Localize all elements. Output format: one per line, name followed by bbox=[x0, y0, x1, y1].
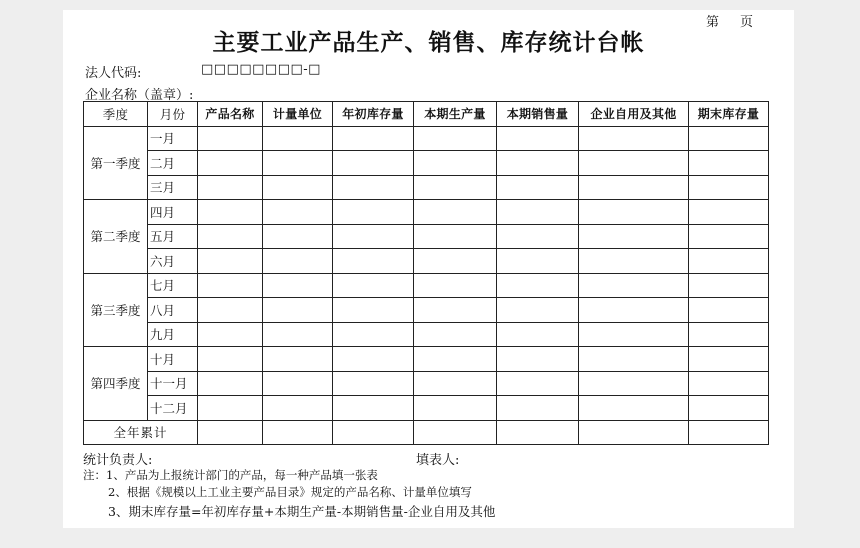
entry-cell[interactable] bbox=[333, 371, 414, 396]
entry-cell[interactable] bbox=[263, 224, 333, 249]
entry-cell[interactable] bbox=[497, 126, 579, 151]
document-title: 主要工业产品生产、销售、库存统计台帐 bbox=[212, 29, 645, 56]
legal-code-boxes[interactable]: □□□□□□□□-□ bbox=[201, 62, 321, 77]
entry-cell[interactable] bbox=[689, 371, 769, 396]
entry-cell[interactable] bbox=[497, 200, 579, 225]
entry-cell[interactable] bbox=[333, 347, 414, 372]
entry-cell[interactable] bbox=[689, 347, 769, 372]
entry-cell[interactable] bbox=[198, 126, 263, 151]
entry-cell[interactable] bbox=[414, 371, 497, 396]
entry-cell[interactable] bbox=[414, 298, 497, 323]
entry-cell[interactable] bbox=[263, 175, 333, 200]
annual-total-row bbox=[84, 420, 769, 445]
entry-cell[interactable] bbox=[497, 273, 579, 298]
entry-cell[interactable] bbox=[414, 322, 497, 347]
header-closing-stock: 期末库存量 bbox=[689, 102, 769, 127]
month-cell: 十二月 bbox=[148, 396, 198, 421]
entry-cell[interactable] bbox=[497, 347, 579, 372]
entry-cell[interactable] bbox=[333, 200, 414, 225]
table-row bbox=[84, 151, 769, 176]
legal-code-label: 法人代码: bbox=[85, 66, 142, 81]
entry-cell[interactable] bbox=[497, 420, 579, 445]
header-month: 月份 bbox=[148, 102, 198, 127]
entry-cell[interactable] bbox=[414, 396, 497, 421]
company-name-label: 企业名称（盖章）: bbox=[85, 88, 194, 103]
month-cell: 六月 bbox=[148, 249, 198, 274]
entry-cell[interactable] bbox=[579, 371, 689, 396]
entry-cell[interactable] bbox=[497, 249, 579, 274]
quarter-cell: 第一季度 bbox=[84, 126, 148, 200]
entry-cell[interactable] bbox=[198, 249, 263, 274]
month-cell: 九月 bbox=[148, 322, 198, 347]
entry-cell[interactable] bbox=[333, 396, 414, 421]
table-row bbox=[84, 224, 769, 249]
entry-cell[interactable] bbox=[689, 322, 769, 347]
entry-cell[interactable] bbox=[263, 396, 333, 421]
entry-cell[interactable] bbox=[198, 371, 263, 396]
table-row bbox=[84, 371, 769, 396]
entry-cell[interactable] bbox=[689, 126, 769, 151]
entry-cell[interactable] bbox=[689, 273, 769, 298]
entry-cell[interactable] bbox=[414, 249, 497, 274]
entry-cell[interactable] bbox=[263, 273, 333, 298]
header-row bbox=[84, 102, 769, 127]
entry-cell[interactable] bbox=[414, 347, 497, 372]
entry-cell[interactable] bbox=[689, 420, 769, 445]
month-cell: 一月 bbox=[148, 126, 198, 151]
month-cell: 五月 bbox=[148, 224, 198, 249]
entry-cell[interactable] bbox=[198, 396, 263, 421]
header-production: 本期生产量 bbox=[414, 102, 497, 127]
filler-label: 填表人: bbox=[416, 453, 460, 468]
entry-cell[interactable] bbox=[198, 151, 263, 176]
entry-cell[interactable] bbox=[263, 151, 333, 176]
entry-cell[interactable] bbox=[579, 420, 689, 445]
entry-cell[interactable] bbox=[263, 126, 333, 151]
entry-cell[interactable] bbox=[414, 175, 497, 200]
entry-cell[interactable] bbox=[579, 249, 689, 274]
entry-cell[interactable] bbox=[579, 347, 689, 372]
quarter-cell: 第二季度 bbox=[84, 200, 148, 274]
month-cell: 十一月 bbox=[148, 371, 198, 396]
entry-cell[interactable] bbox=[198, 420, 263, 445]
entry-cell[interactable] bbox=[263, 200, 333, 225]
entry-cell[interactable] bbox=[333, 175, 414, 200]
table-row bbox=[84, 298, 769, 323]
entry-cell[interactable] bbox=[689, 151, 769, 176]
entry-cell[interactable] bbox=[689, 175, 769, 200]
entry-cell[interactable] bbox=[579, 224, 689, 249]
ledger-table bbox=[83, 101, 769, 445]
entry-cell[interactable] bbox=[579, 175, 689, 200]
page-label-left: 第 bbox=[706, 15, 721, 30]
header-self-use: 企业自用及其他 bbox=[579, 102, 689, 127]
signers-row bbox=[83, 449, 768, 468]
annual-total-label: 全年累计 bbox=[84, 420, 198, 445]
entry-cell[interactable] bbox=[579, 273, 689, 298]
entry-cell[interactable] bbox=[333, 249, 414, 274]
entry-cell[interactable] bbox=[333, 273, 414, 298]
entry-cell[interactable] bbox=[579, 151, 689, 176]
entry-cell[interactable] bbox=[263, 371, 333, 396]
note-1: 注：1、产品为上报统计部门的产品，每一种产品填一张表 bbox=[83, 468, 378, 482]
entry-cell[interactable] bbox=[414, 200, 497, 225]
table-row bbox=[84, 347, 769, 372]
entry-cell[interactable] bbox=[579, 298, 689, 323]
table-row bbox=[84, 249, 769, 274]
table-row bbox=[84, 396, 769, 421]
month-cell: 四月 bbox=[148, 200, 198, 225]
entry-cell[interactable] bbox=[263, 420, 333, 445]
entry-cell[interactable] bbox=[414, 273, 497, 298]
month-cell: 八月 bbox=[148, 298, 198, 323]
entry-cell[interactable] bbox=[333, 322, 414, 347]
month-cell: 二月 bbox=[148, 151, 198, 176]
entry-cell[interactable] bbox=[689, 298, 769, 323]
month-cell: 三月 bbox=[148, 175, 198, 200]
entry-cell[interactable] bbox=[263, 298, 333, 323]
entry-cell[interactable] bbox=[414, 420, 497, 445]
header-quarter: 季度 bbox=[84, 102, 148, 127]
entry-cell[interactable] bbox=[263, 347, 333, 372]
entry-cell[interactable] bbox=[414, 224, 497, 249]
table-row bbox=[84, 322, 769, 347]
entry-cell[interactable] bbox=[579, 126, 689, 151]
entry-cell[interactable] bbox=[333, 420, 414, 445]
entry-cell[interactable] bbox=[497, 151, 579, 176]
entry-cell[interactable] bbox=[198, 322, 263, 347]
table-row bbox=[84, 175, 769, 200]
entry-cell[interactable] bbox=[198, 273, 263, 298]
month-cell: 十月 bbox=[148, 347, 198, 372]
entry-cell[interactable] bbox=[497, 224, 579, 249]
entry-cell[interactable] bbox=[497, 322, 579, 347]
note-3: 3、期末库存量=年初库存量+本期生产量-本期销售量-企业自用及其他 bbox=[108, 504, 496, 519]
note-2: 2、根据《规模以上工业主要产品目录》规定的产品名称、计量单位填写 bbox=[108, 485, 472, 499]
header-sales: 本期销售量 bbox=[497, 102, 579, 127]
entry-cell[interactable] bbox=[263, 249, 333, 274]
entry-cell[interactable] bbox=[333, 224, 414, 249]
entry-cell[interactable] bbox=[263, 322, 333, 347]
table-row bbox=[84, 200, 769, 225]
table-row bbox=[84, 126, 769, 151]
entry-cell[interactable] bbox=[497, 175, 579, 200]
entry-cell[interactable] bbox=[497, 396, 579, 421]
table-row bbox=[84, 273, 769, 298]
entry-cell[interactable] bbox=[689, 396, 769, 421]
entry-cell[interactable] bbox=[497, 298, 579, 323]
header-product-name: 产品名称 bbox=[198, 102, 263, 127]
quarter-cell: 第三季度 bbox=[84, 273, 148, 347]
stat-head-label: 统计负责人: bbox=[83, 453, 153, 468]
header-unit: 计量单位 bbox=[263, 102, 333, 127]
entry-cell[interactable] bbox=[579, 322, 689, 347]
entry-cell[interactable] bbox=[333, 298, 414, 323]
entry-cell[interactable] bbox=[198, 200, 263, 225]
entry-cell[interactable] bbox=[579, 396, 689, 421]
entry-cell[interactable] bbox=[497, 371, 579, 396]
ledger-sheet bbox=[63, 10, 794, 528]
entry-cell[interactable] bbox=[333, 151, 414, 176]
entry-cell[interactable] bbox=[333, 126, 414, 151]
entry-cell[interactable] bbox=[198, 347, 263, 372]
entry-cell[interactable] bbox=[414, 126, 497, 151]
quarter-cell: 第四季度 bbox=[84, 347, 148, 421]
entry-cell[interactable] bbox=[198, 224, 263, 249]
header-opening-stock: 年初库存量 bbox=[333, 102, 414, 127]
entry-cell[interactable] bbox=[689, 224, 769, 249]
entry-cell[interactable] bbox=[579, 200, 689, 225]
notes-block bbox=[83, 467, 495, 520]
entry-cell[interactable] bbox=[414, 151, 497, 176]
entry-cell[interactable] bbox=[198, 175, 263, 200]
entry-cell[interactable] bbox=[198, 298, 263, 323]
ledger-body bbox=[84, 126, 769, 445]
page-label-right: 页 bbox=[740, 15, 755, 30]
entry-cell[interactable] bbox=[689, 200, 769, 225]
month-cell: 七月 bbox=[148, 273, 198, 298]
entry-cell[interactable] bbox=[689, 249, 769, 274]
